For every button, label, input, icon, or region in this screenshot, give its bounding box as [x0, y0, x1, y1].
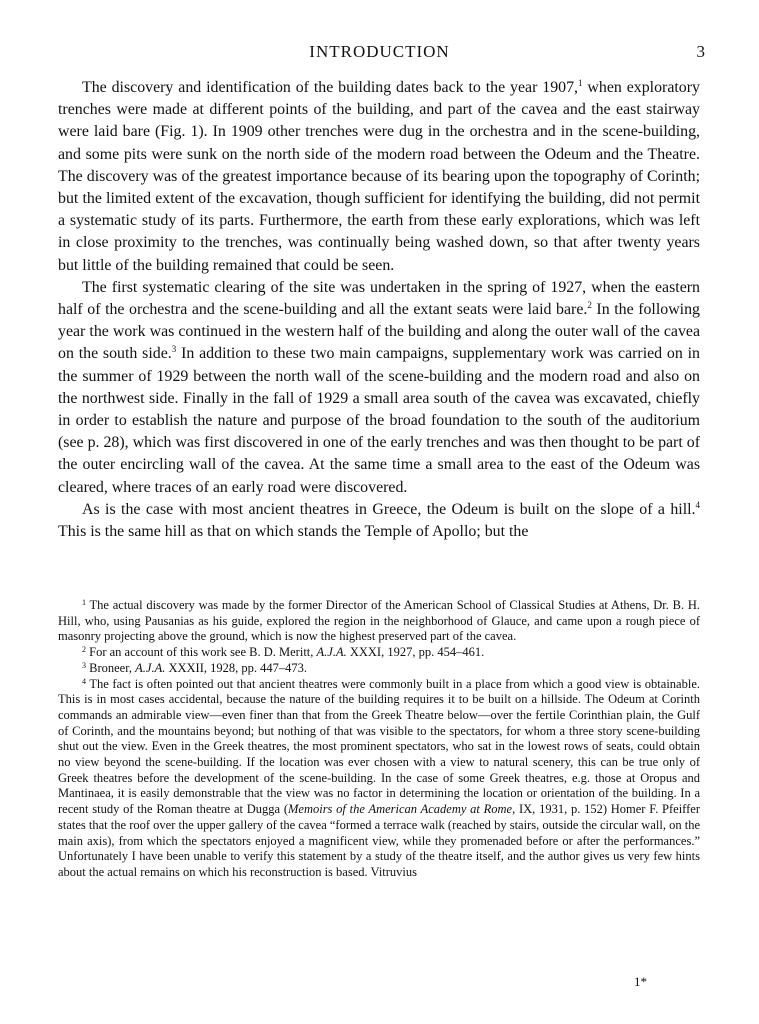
footnote-3: $^3$ Broneer, A.J.A. XXXII, 1928, pp. 447–473. [82, 660, 308, 675]
footnote-4: $^4$ The fact is often pointed out that ancient theatres were commonly built in a place from which a good view is obtainable. This is in most cases accidental, because the nature of the building requires it to be built on a hillside. The Odeum at Corinth commands an admirable view—even finer than that from the Greek Theatre below—over the fertile Corinthian plain, the Gulf of Corinth, and the mountains beyond; but nothing of that was visible to the spectators, for whom a three story scene-building shut out the view. Even in the Greek theatres, the most prominent spectators, who sat in the lowest rows of seats, could obtain no view beyond the scene-building. If the location was ever chosen with a view to natural scenery, this can be true only of Greek theatres before the development of the scene-building. In the case of some Greek theatres, e.g. those at Oropus and Mantinaea, it is easily demonstrable that the view was no factor in determining the location or orientation of the building. In a recent study of the Roman theatre at Dugga (Memoirs of the American Academy at Rome, IX, 1931, p. 152) Homer F. Pfeiffer states that the roof over the upper gallery of the cavea “formed a terrace walk (reached by stairs, outside the circular wall, on the main axis), from which the spectators enjoyed a magnificent view, while they promenaded before or after the performances.” Unfortunately I have been unable to verify this statement by a study of the theatre itself, and the author gives us very few hints about the actual remains on which his reconstruction is based. Vitruvius [58, 676, 700, 879]
paragraph-systematic-clearing: The first systematic clearing of the site was undertaken in the spring of 1927, when the eastern half of the orchestra and the scene-building and all the extant seats were laid bare.$^2$ In the following year the work was continued in the western half of the building and along the outer wall of the cavea on the south side.$^3$ In addition to these two main campaigns, supplementary work was carried on in the summer of 1929 between the north wall of the scene-building and the modern road and also on the northwest side. Finally in the fall of 1929 a small area south of the cavea was excavated, chiefly in order to establish the nature and purpose of the broad foundation to the south of the auditorium (see p. 28), which was first discovered in one of the early trenches and was then thought to be part of the outer encircling wall of the cavea. At the same time a small area to the east of the Odeum was cleared, where traces of an early road were discovered. [58, 278, 700, 496]
paragraph-discovery: The discovery and identification of the building dates back to the year 1907,$^1$ when exploratory trenches were made at different points of the building, and part of the cavea and the east stairway were laid bare (Fig. 1). In 1909 other trenches were dug in the orchestra and in the scene-building, and some pits were sunk on the north side of the modern road between the Odeum and the Theatre. The discovery was of the greatest importance because of its bearing upon the topography of Corinth; but the limited extent of the excavation, though sufficient for identifying the building, did not permit a systematic study of its parts. Furthermore, the earth from these early explorations, which was left in close proximity to the trenches, was continually being washed down, so that after twenty years but little of the building remained that could be seen. [58, 78, 700, 274]
main-text [58, 77, 700, 543]
footnote-ref-2[interactable]: 2 [587, 300, 592, 311]
signature-mark: 1* [634, 974, 647, 989]
page-number: 3 [696, 42, 705, 61]
footnote-ref-1[interactable]: 1 [578, 78, 583, 88]
footnote-ref-4[interactable]: 4 [695, 499, 700, 510]
footnote-1: $^1$ The actual discovery was made by the former Director of the American School of Classical Studies at Athens, Dr. B. H. Hill, who, using Pausanias as his guide, explored the region in the neighborhood of Glauce, and came upon a rough piece of masonry projecting above the ground, which is now the highest preserved part of the cavea. [58, 598, 700, 644]
footnote-2: $^2$ For an account of this work see B. D. Meritt, A.J.A. XXXI, 1927, pp. 454–461. [82, 645, 485, 660]
footnotes [58, 598, 700, 881]
running-title: INTRODUCTION [309, 42, 450, 61]
footnote-ref-3[interactable]: 3 [171, 344, 177, 355]
paragraph-slope: As is the case with most ancient theatres in Greece, the Odeum is built on the slope of a hill.$^4$ This is the same hill as that on which stands the Temple of Apollo; but the [58, 499, 700, 541]
